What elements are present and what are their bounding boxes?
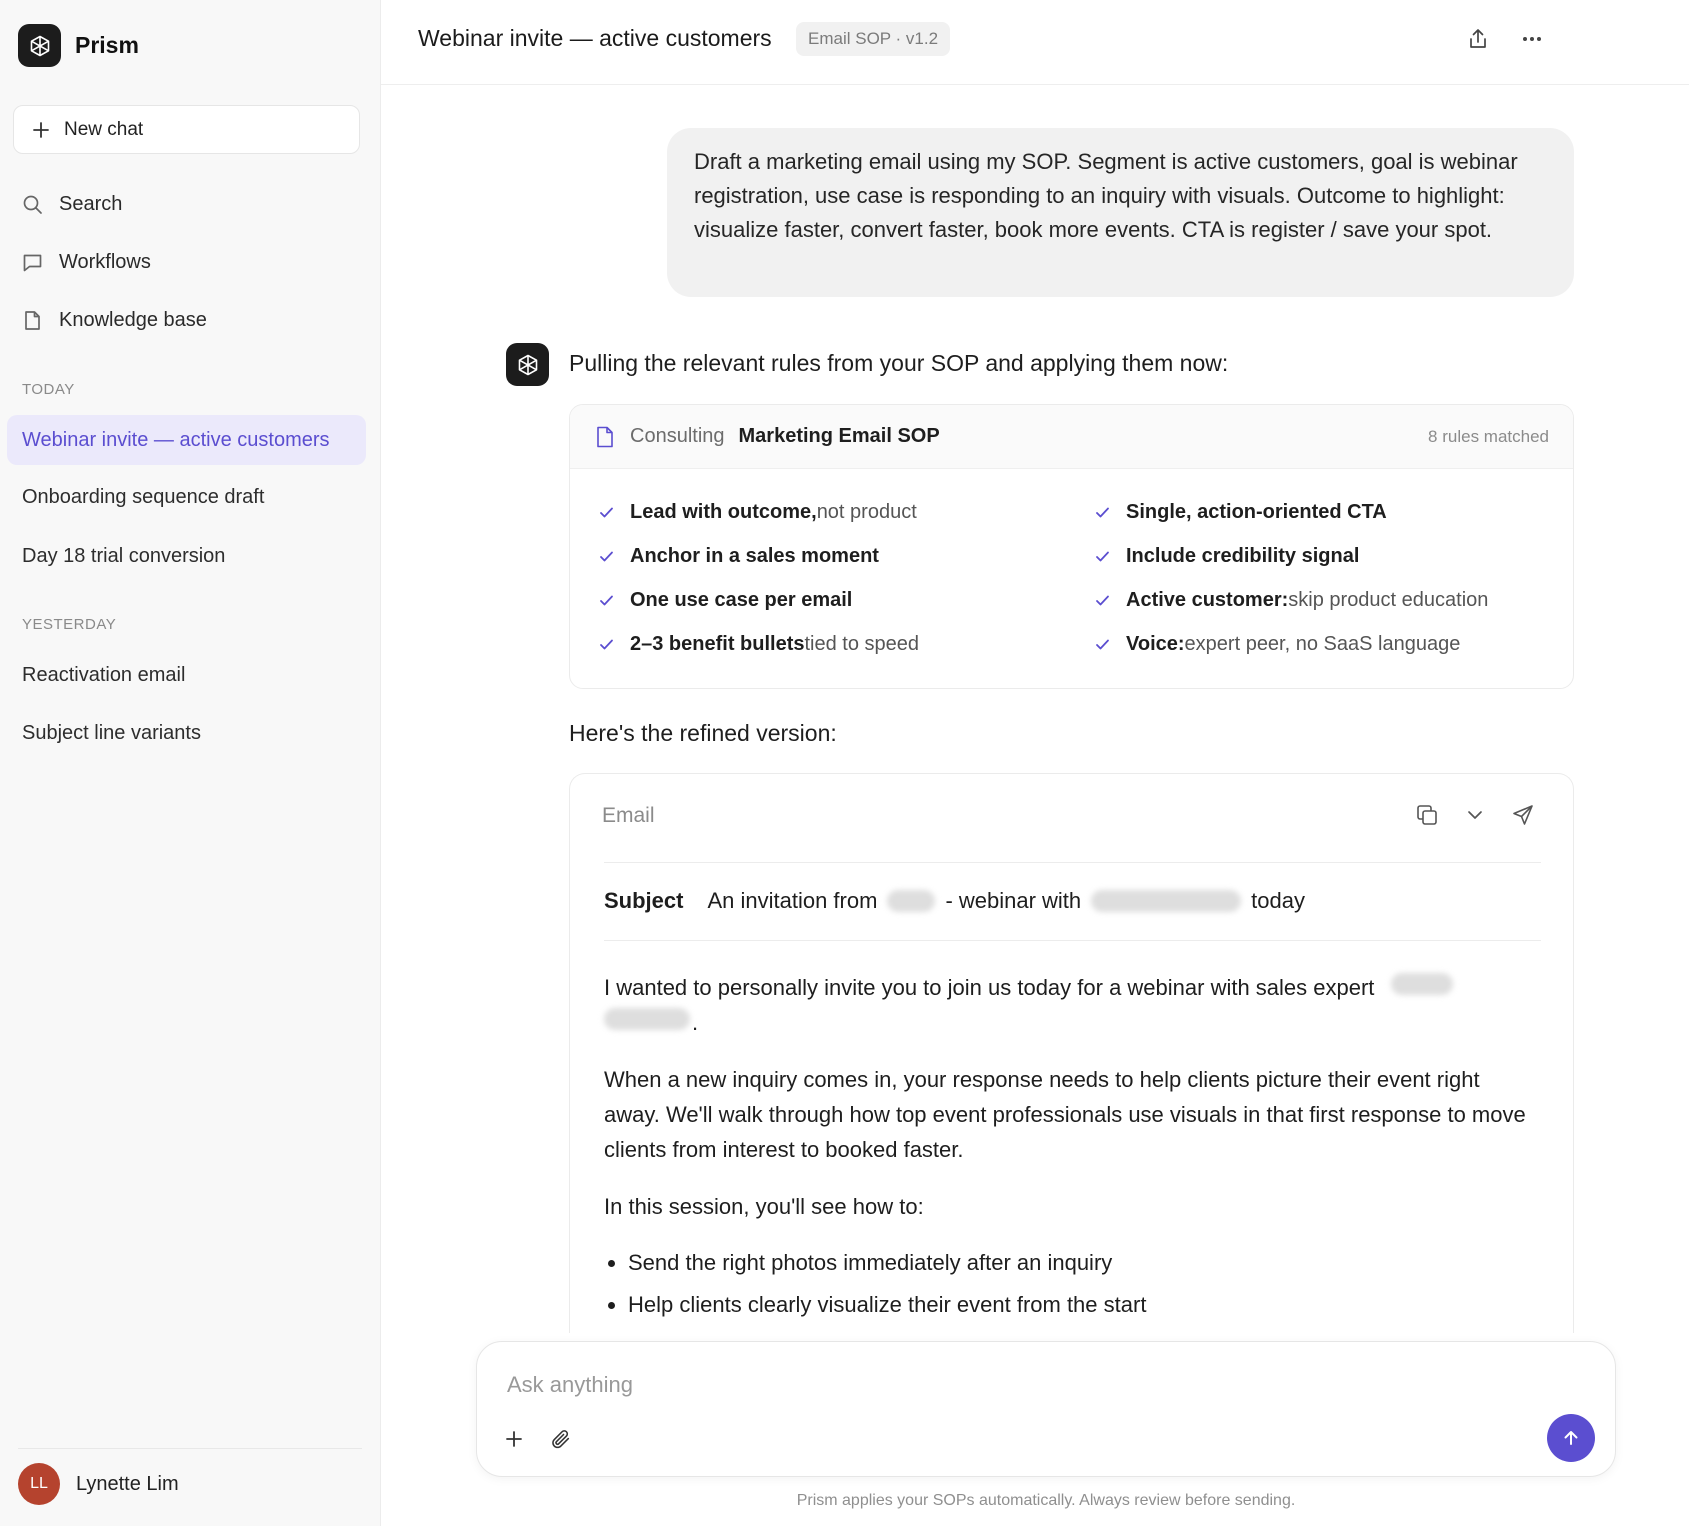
search-icon <box>22 194 43 215</box>
subject-label: Subject <box>604 888 684 913</box>
user-name: Lynette Lim <box>76 1472 179 1495</box>
rule-rest: expert peer, no SaaS language <box>1184 633 1461 655</box>
email-card-label: Email <box>602 804 655 827</box>
nav-label: Workflows <box>59 250 151 273</box>
attachment-icon[interactable] <box>544 1422 578 1456</box>
sop-rule <box>599 545 879 568</box>
add-icon[interactable] <box>497 1422 531 1456</box>
check-icon <box>1095 593 1110 608</box>
new-chat-label: New chat <box>64 118 144 140</box>
rule-bold: Anchor in a sales moment <box>630 545 879 567</box>
footer-disclaimer: Prism applies your SOPs automatically. Always review before sending. <box>796 1492 1296 1509</box>
chat-item-day-18[interactable]: Day 18 trial conversion <box>22 544 226 567</box>
assistant-avatar-icon <box>506 343 549 386</box>
user-message: Draft a marketing email using my SOP. Segment is active customers, goal is webinar registration, use case is responding to an inquiry with visuals. Outcome to highlight: visualize faster, convert faster, book more events. CTA is register / save your spot. <box>667 128 1574 297</box>
chat-item-reactivation[interactable]: Reactivation email <box>22 663 186 686</box>
sop-rule <box>599 633 919 656</box>
divider <box>604 940 1541 941</box>
redacted-expert-name <box>604 1008 690 1030</box>
send-email-icon[interactable] <box>1508 800 1538 830</box>
email-paragraph <box>604 970 1541 1040</box>
document-icon <box>22 310 43 331</box>
benefit-list <box>604 1246 1541 1322</box>
list-item: • Send the right photos immediately after an inquiry <box>628 1246 1541 1280</box>
avatar: LL <box>18 1463 60 1505</box>
user-profile[interactable] <box>18 1463 179 1505</box>
email-paragraph: In this session, you'll see how to: <box>604 1194 924 1219</box>
more-icon[interactable] <box>1517 24 1547 54</box>
list-item: • Help clients clearly visualize their event from the start <box>628 1288 1541 1322</box>
prism-logo-icon <box>18 24 61 67</box>
email-body <box>604 970 1541 1330</box>
section-label-today: TODAY <box>22 381 75 398</box>
page-title: Webinar invite — active customers <box>418 25 772 51</box>
sop-rules-card <box>569 404 1574 689</box>
rule-bold: Lead with outcome, <box>630 501 817 523</box>
plus-icon <box>32 121 50 139</box>
sop-rule <box>1095 501 1387 524</box>
sop-rule <box>599 589 852 612</box>
chat-item-subject-lines[interactable]: Subject line variants <box>22 721 201 744</box>
chat-bubble-icon <box>22 252 43 273</box>
rule-bold: One use case per email <box>630 589 853 611</box>
email-paragraph-text: . <box>692 1010 699 1035</box>
rule-rest: not product <box>816 501 917 523</box>
divider <box>604 862 1541 863</box>
header <box>381 0 1689 85</box>
brand[interactable] <box>18 24 139 67</box>
sop-rule <box>599 501 917 524</box>
new-chat-button[interactable] <box>13 105 360 154</box>
rule-bold: Include credibility signal <box>1126 545 1360 567</box>
sop-consulting-label: Consulting <box>630 425 725 447</box>
check-icon <box>1095 505 1110 520</box>
email-subject-row <box>604 888 1305 914</box>
copy-icon[interactable] <box>1412 800 1442 830</box>
sop-card-header <box>570 405 1573 469</box>
assistant-intro: Pulling the relevant rules from your SOP and applying them now: <box>569 350 1229 376</box>
rule-bold: Active customer: <box>1126 589 1289 611</box>
check-icon <box>1095 549 1110 564</box>
sop-rule <box>1095 633 1460 656</box>
sop-name[interactable]: Marketing Email SOP <box>738 425 940 447</box>
app-name: Prism <box>75 32 139 58</box>
redacted-sender-name <box>887 890 935 912</box>
rules-matched-count: 8 rules matched <box>1428 426 1549 446</box>
nav-item-knowledge-base[interactable] <box>22 304 207 336</box>
email-paragraph: When a new inquiry comes in, your response needs to help clients picture their event right away. We'll walk through how top event professionals use visuals in that first response to move clients from interest to booked faster. <box>604 1067 1526 1162</box>
check-icon <box>1095 637 1110 652</box>
message-input[interactable] <box>507 1368 1407 1402</box>
nav-label: Search <box>59 192 123 215</box>
rule-rest: skip product education <box>1288 589 1489 611</box>
share-icon[interactable] <box>1463 24 1493 54</box>
sidebar <box>0 0 381 1526</box>
section-label-yesterday: YESTERDAY <box>22 616 117 633</box>
arrow-up-icon <box>1561 1428 1581 1448</box>
sidebar-divider <box>18 1448 362 1449</box>
check-icon <box>599 505 614 520</box>
sop-rule <box>1095 589 1488 612</box>
subject-text: An invitation from <box>707 888 878 913</box>
chat-item-webinar-invite[interactable]: Webinar invite — active customers <box>7 415 366 465</box>
rule-rest: tied to speed <box>804 633 920 655</box>
nav-item-search[interactable] <box>22 188 122 220</box>
check-icon <box>599 637 614 652</box>
email-paragraph-text: I wanted to personally invite you to join us today for a webinar with sales expert <box>604 975 1375 1000</box>
nav-item-workflows[interactable] <box>22 246 151 278</box>
rule-bold: 2–3 benefit bullets <box>630 633 805 655</box>
sop-version-badge: Email SOP · v1.2 <box>796 22 950 56</box>
composer <box>476 1341 1616 1477</box>
send-button[interactable] <box>1547 1414 1595 1462</box>
rule-bold: Single, action-oriented CTA <box>1126 501 1387 523</box>
check-icon <box>599 593 614 608</box>
check-icon <box>599 549 614 564</box>
subject-text: today <box>1251 888 1305 913</box>
subject-text: - webinar with <box>945 888 1082 913</box>
chevron-down-icon[interactable] <box>1460 800 1490 830</box>
chat-item-onboarding[interactable]: Onboarding sequence draft <box>22 485 265 508</box>
refined-version-label: Here's the refined version: <box>569 720 837 746</box>
sop-rule <box>1095 545 1359 568</box>
redacted-guest-name <box>1091 890 1241 912</box>
redacted-expert-name <box>1391 973 1453 995</box>
email-draft-card <box>569 773 1574 1333</box>
nav-label: Knowledge base <box>59 308 207 331</box>
rule-bold: Voice: <box>1126 633 1185 655</box>
document-icon <box>595 426 615 448</box>
